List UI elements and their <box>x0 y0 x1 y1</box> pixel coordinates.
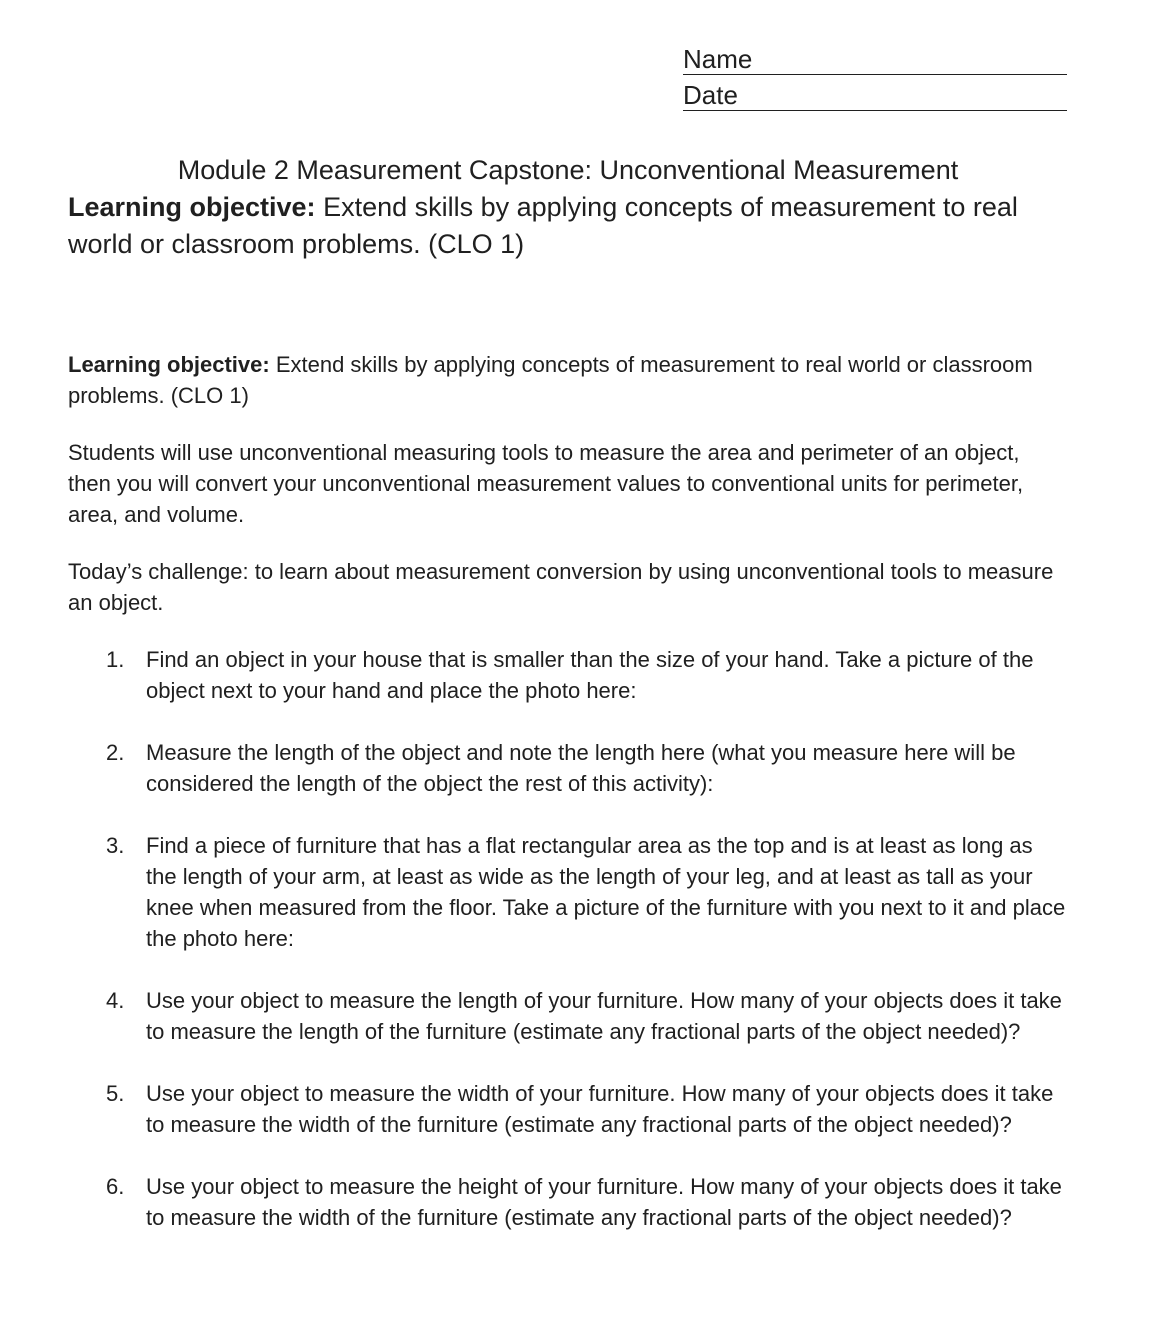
learning-objective-text-2: Extend skills by applying concepts of measurement to real world or classroom problems. (CLO 1) <box>68 352 1033 408</box>
list-item <box>68 985 1068 1047</box>
step-number: 4. <box>106 988 125 1013</box>
step-text: Measure the length of the object and note the length here (what you measure here will be considered the length of the object the rest of this activity): <box>146 740 1016 796</box>
list-item <box>68 1171 1068 1233</box>
step-text: Find an object in your house that is smaller than the size of your hand. Take a picture of the object next to your hand and place the photo here: <box>146 647 1034 703</box>
intro-paragraph: Students will use unconventional measuring tools to measure the area and perimeter of an object, then you will convert your unconventional measurement values to conventional units for perimeter, area, and volume. <box>68 440 1024 527</box>
list-item <box>68 1078 1068 1140</box>
date-label: Date <box>683 80 738 110</box>
learning-objective-paragraph <box>68 349 1068 411</box>
name-label: Name <box>683 44 753 74</box>
step-number: 5. <box>106 1081 125 1106</box>
learning-objective-label-2: Learning objective: <box>68 352 270 377</box>
step-text: Use your object to measure the length of your furniture. How many of your objects does it take to measure the length of the furniture (estimate any fractional parts of the object needed)? <box>146 988 1062 1044</box>
challenge-paragraph: Today’s challenge: to learn about measurement conversion by using unconventional tools to measure an object. <box>68 559 1054 615</box>
step-text: Find a piece of furniture that has a flat rectangular area as the top and is at least as long as the length of your arm, at least as wide as the length of your leg, and at least as tall as your knee when measured from the floor. Take a picture of the furniture with you next to it and place the photo here: <box>146 833 1066 951</box>
steps-list <box>68 644 1068 1264</box>
name-field[interactable] <box>683 38 1067 75</box>
step-number: 6. <box>106 1174 125 1199</box>
step-number: 1. <box>106 647 125 672</box>
page-title: Module 2 Measurement Capstone: Unconventional Measurement <box>177 155 959 185</box>
step-number: 2. <box>106 740 125 765</box>
learning-objective-label: Learning objective: <box>68 192 316 222</box>
date-field[interactable] <box>683 74 1067 111</box>
step-text: Use your object to measure the height of your furniture. How many of your objects does it take to measure the width of the furniture (estimate any fractional parts of the object needed)? <box>146 1174 1062 1230</box>
learning-objective-text: Extend skills by applying concepts of measurement to real world or classroom problems. (CLO 1) <box>68 192 1018 259</box>
learning-objective-heading <box>68 189 1068 263</box>
step-number: 3. <box>106 833 125 858</box>
list-item <box>68 737 1068 799</box>
step-text: Use your object to measure the width of your furniture. How many of your objects does it take to measure the width of the furniture (estimate any fractional parts of the object needed)? <box>146 1081 1054 1137</box>
list-item <box>68 830 1068 954</box>
list-item <box>68 644 1068 706</box>
